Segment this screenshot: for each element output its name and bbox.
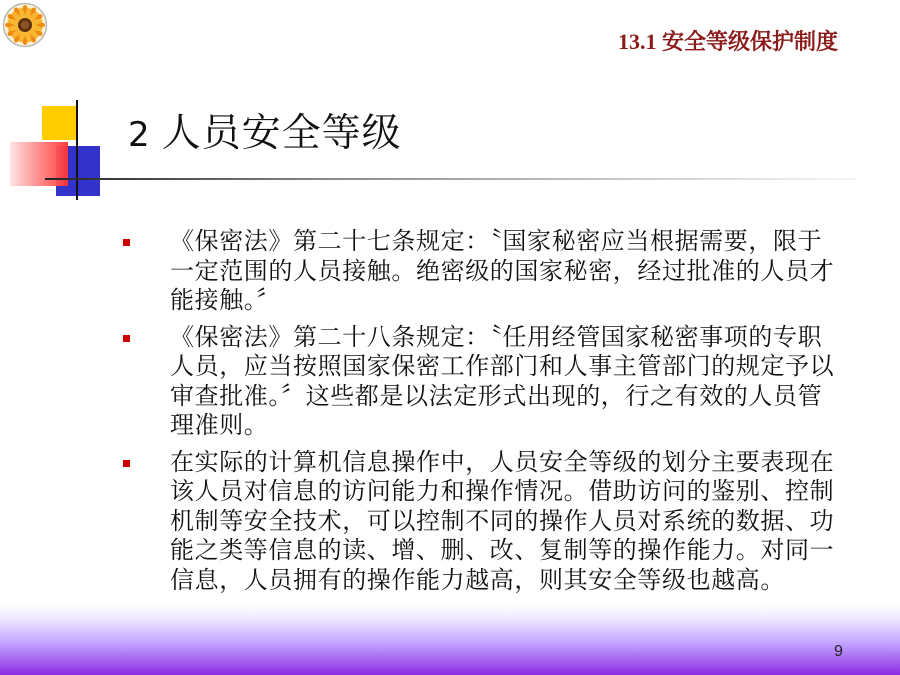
sunflower-icon [2,2,48,48]
bullet-line: 机制等安全技术，可以控制不同的操作人员对系统的数据、功 [170,508,835,535]
bullet-line: 该人员对信息的访问能力和操作情况。借助访问的鉴别、控制 [170,479,835,505]
title-text: 人员安全等级 [161,112,402,155]
bullet-line: 理准则。 [170,413,269,439]
decor-yellow-square [42,106,76,140]
bullet-line: 《保密法》第二十七条规定：〝国家秘密应当根据需要，限于 [170,229,823,255]
section-title: 13.1 安全等级保护制度 [617,29,838,54]
bullet-line: 在实际的计算机信息操作中，人员安全等级的划分主要表现在 [170,449,835,476]
bullet-item [170,449,834,597]
title-number: 2 [128,115,150,155]
decor-vertical-rule [76,100,78,200]
bullet-line: 《保密法》第二十八条规定：〝任用经管国家秘密事项的专职 [170,324,823,351]
bullet-marker [123,460,130,467]
sunflower-logo [2,2,48,48]
bullet-list [170,228,834,603]
bullet-item [170,324,834,442]
bullet-line: 能之类等信息的读、增、删、改、复制等的操作能力。对同一 [170,538,835,564]
bullet-line: 信息，人员拥有的操作能力越高，则其安全等级也越高。 [170,567,785,594]
title-underline-rule [45,178,855,180]
slide-title [128,110,402,162]
bullet-marker [123,239,130,246]
bullet-line: 一定范围的人员接触。绝密级的国家秘密，经过批准的人员才 [170,258,835,285]
bullet-marker [123,335,130,342]
bullet-item [170,228,834,317]
footer-gradient-band [0,605,900,675]
bullet-line: 审查批准。〞这些都是以法定形式出现的，行之有效的人员管 [170,383,823,410]
bullet-line: 人员，应当按照国家保密工作部门和人事主管部门的规定予以 [170,354,835,380]
bullet-line: 能接触。〞 [170,288,281,314]
page-number: 9 [834,643,843,660]
